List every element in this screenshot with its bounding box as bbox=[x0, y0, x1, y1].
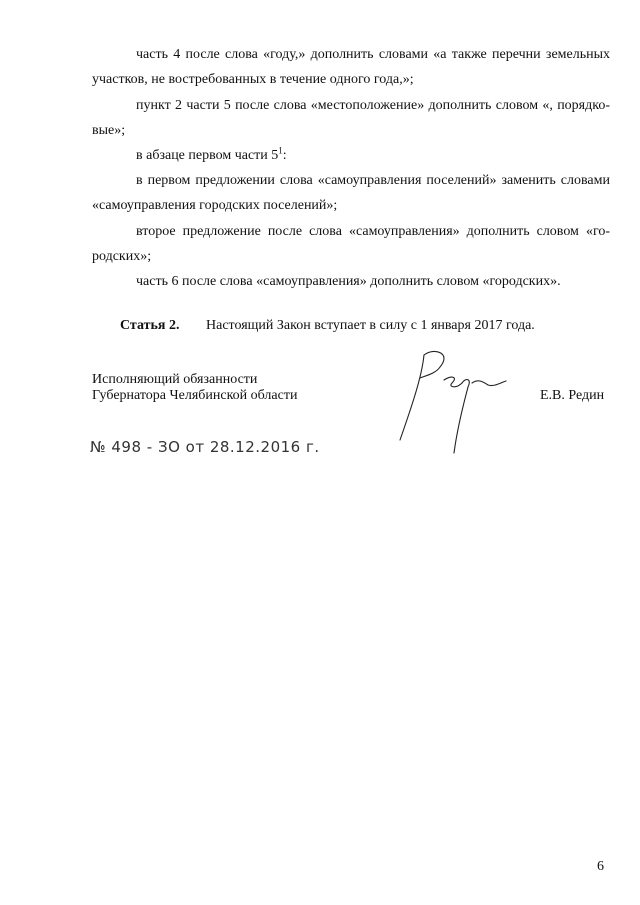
signature-image bbox=[396, 345, 516, 465]
signatory-title-line-1: Исполняющий обязанности bbox=[92, 372, 258, 387]
paragraph-3 bbox=[136, 147, 287, 165]
paragraph-5-line-1: второе предложение после слова «самоуправления» дополнить словом «го- bbox=[136, 224, 610, 239]
article-text: Настоящий Закон вступает в силу с 1 января 2017 года. bbox=[206, 318, 535, 333]
page-number: 6 bbox=[597, 859, 604, 874]
registration-number: № 498 - ЗО от 28.12.2016 г. bbox=[90, 438, 320, 456]
article-label: Статья 2. bbox=[120, 318, 180, 333]
paragraph-2-line-1: пункт 2 части 5 после слова «местоположение» дополнить словом «, порядко- bbox=[136, 98, 610, 113]
paragraph-1-line-2: участков, не востребованных в течение одного года,»; bbox=[92, 72, 414, 87]
signatory-title-line-2: Губернатора Челябинской области bbox=[92, 388, 298, 403]
paragraph-4-line-2: «самоуправления городских поселений»; bbox=[92, 198, 338, 213]
paragraph-6: часть 6 после слова «самоуправления» дополнить словом «городских». bbox=[136, 274, 561, 289]
paragraph-2-line-2: вые»; bbox=[92, 123, 126, 138]
paragraph-3-superscript: 1 bbox=[278, 145, 283, 156]
paragraph-5-line-2: родских»; bbox=[92, 249, 152, 264]
paragraph-3-colon: : bbox=[282, 148, 287, 163]
paragraph-1-line-1: часть 4 после слова «году,» дополнить словами «а также перечни земельных bbox=[136, 47, 610, 62]
paragraph-4-line-1: в первом предложении слова «самоуправления поселений» заменить словами bbox=[136, 173, 610, 188]
signatory-name: Е.В. Редин bbox=[540, 388, 605, 403]
paragraph-3-text: в абзаце первом части 5 bbox=[136, 148, 279, 163]
